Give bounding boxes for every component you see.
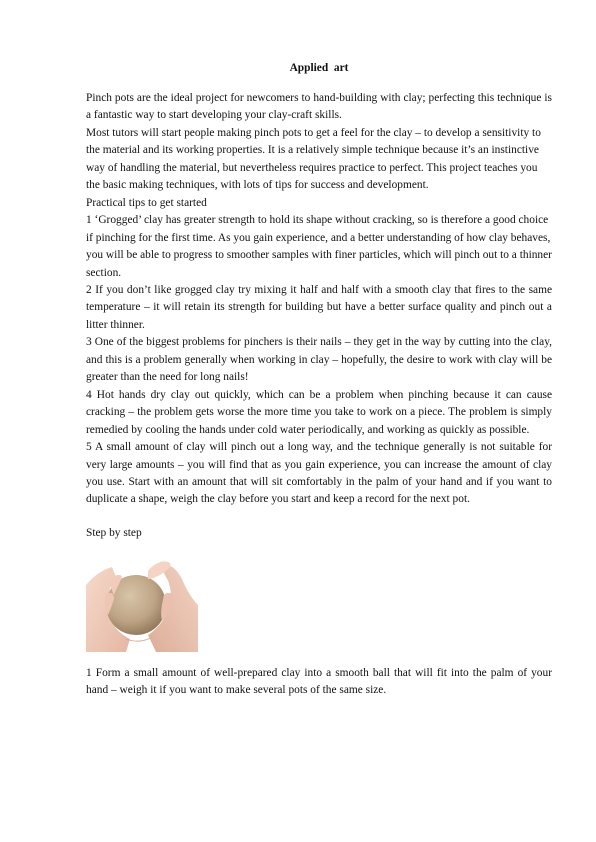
intro-paragraph: Pinch pots are the ideal project for newcomers to hand-building with clay; perfecting this technique is a fantastic way to start developing your clay-craft skills.	[86, 92, 552, 122]
tips-heading: Practical tips to get started	[86, 196, 207, 209]
tip-4-paragraph: 4 Hot hands dry clay out quickly, which can be a problem when pinching because it can cause cracking – the problem gets worse the more time you take to work on a piece. The problem is simply remedied by cooling the hands under cold water periodically, and working as quickly as possible.	[86, 388, 552, 436]
tip-3-paragraph: 3 One of the biggest problems for pinchers is their nails – they get in the way by cutting into the clay, and this is a problem generally when working in clay – hopefully, the desire to work with clay will be greater than the need for long nails!	[86, 336, 552, 384]
document-body	[86, 90, 552, 509]
tip-1-paragraph: 1 ‘Grogged’ clay has greater strength to hold its shape without cracking, so is therefore a good choice if pinching for the first time. As you gain experience, and a better understanding of how clay behaves, you will be able to progress to smoother samples with finer particles, which will pinch out to a thinner section.	[86, 214, 552, 279]
tip-2-paragraph: 2 If you don’t like grogged clay try mixing it half and half with a smooth clay that fires to the same temperature – it will retain its strength for building but have a better surface quality and pinch out a litter thinner.	[86, 283, 552, 331]
hands-clay-ball-photo	[86, 545, 198, 652]
tip-5-paragraph: 5 A small amount of clay will pinch out a long way, and the technique generally is not suitable for very large amounts – you will find that as you gain experience, you can increase the amount of clay you use. Start with an amount that will sit comfortably in the palm of your hand and if you want to duplicate a shape, weigh the clay before you start and keep a record for the next pot.	[86, 441, 552, 506]
step-1-paragraph: 1 Form a small amount of well-prepared clay into a smooth ball that will fit into the palm of your hand – weigh it if you want to make several pots of the same size.	[86, 667, 552, 697]
step-by-step-heading: Step by step	[86, 527, 142, 539]
tutors-paragraph: Most tutors will start people making pinch pots to get a feel for the clay – to develop a sensitivity to the material and its working properties. It is a relatively simple technique because it’s an instinctive way of handling the material, but nevertheless requires practice to perfect. This project teaches you the basic making techniques, with lots of tips for success and development.	[86, 126, 541, 192]
document-title: Applied art	[289, 62, 349, 74]
